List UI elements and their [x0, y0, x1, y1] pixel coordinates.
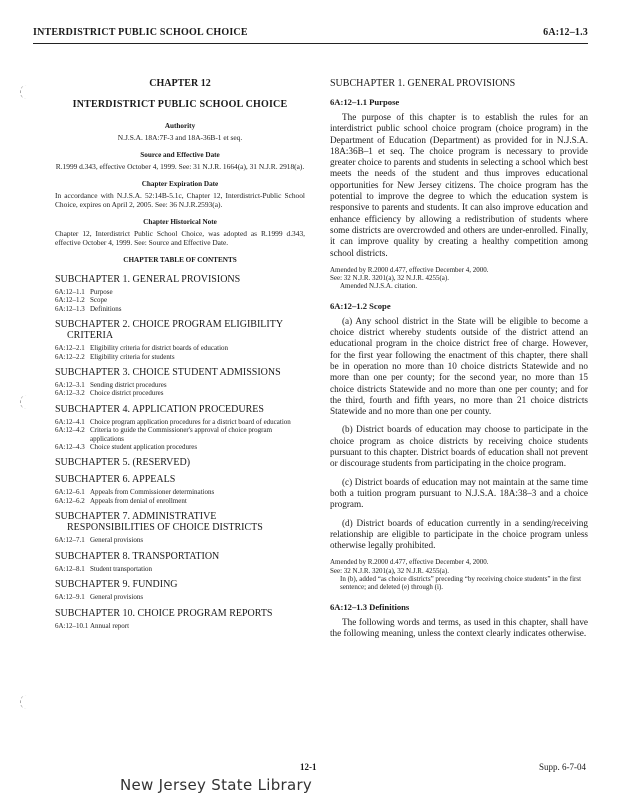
toc-entry-title: Definitions: [90, 304, 122, 313]
amendment-note-2: [330, 558, 588, 591]
toc-subchapter-2-line1: SUBCHAPTER 2. CHOICE PROGRAM ELIGIBILITY: [55, 319, 284, 331]
toc-entry-title: Purpose: [90, 288, 113, 296]
amendment-line: Amended by R.2000 d.477, effective December 4, 2000.: [330, 558, 489, 567]
toc-subchapter-8: SUBCHAPTER 8. TRANSPORTATION: [55, 550, 220, 562]
toc-subchapter-5: SUBCHAPTER 5. (RESERVED): [55, 457, 191, 469]
section-heading-scope: 6A:12–1.2 Scope: [330, 300, 391, 311]
toc-entry-title: Choice program application procedures for a district board of education: [90, 417, 291, 426]
right-column: [330, 78, 588, 646]
toc-entry-number: 6A:12–6.2: [55, 496, 85, 505]
expiration-text: In accordance with N.J.S.A. 52:14B-5.1c, Chapter 12, Interdistrict-Public School Choice, expires on April 2, 2005. See: 36 N.J.R.2593(a).: [55, 191, 305, 209]
toc-entry-title: General provisions: [90, 593, 144, 602]
toc-group-6: [55, 488, 305, 505]
toc-entry-title: Appeals from denial of enrollment: [90, 496, 187, 505]
definitions-paragraph: The following words and terms, as used in this chapter, shall have the following meaning, unless the context clearly indicates otherwise.: [330, 616, 588, 638]
purpose-paragraph: The purpose of this chapter is to establish the rules for an interdistrict public school choice program (choice program) in the Department of Education (Department) as provided for in N.J.S.A. 18A:36B–1 et seq. The choice program is necessary to provide greater choice to parents and students in selecting a school which best meets the needs of the student and thus improves educational opportunities for New Jersey citizens. The choice program has the potential to improve the degree to which the education system is responsive to parents and students. It can also improve education and enhance efficiency by allowing a redistribution of students where some districts are overcrowded and others are under-enrolled. Finally, it can improve quality by creating a healthy competition among school districts.: [330, 112, 588, 258]
toc-entry-number: 6A:12–9.1: [55, 593, 85, 602]
toc-entry-number: 6A:12–3.2: [55, 389, 85, 398]
scope-paragraph-b: (b) District boards of education may choose to participate in the choice program as choice districts by receiving choice students pursuant to this chapter. District boards of education shall not prevent or discourage students from participating in the choice program.: [330, 424, 588, 469]
toc-subchapter-7-line1: SUBCHAPTER 7. ADMINISTRATIVE: [55, 511, 217, 523]
header-rule: [33, 43, 588, 44]
toc-group-8: [55, 565, 305, 573]
toc-subchapter-10: SUBCHAPTER 10. CHOICE PROGRAM REPORTS: [55, 607, 273, 619]
toc-subchapter-7-line2: RESPONSIBILITIES OF CHOICE DISTRICTS: [67, 522, 263, 534]
toc-subchapter-7: [55, 511, 305, 533]
toc-entry-title: Criteria to guide the Commissioner's approval of choice program applications: [90, 426, 273, 443]
amendment-note-1: [330, 266, 588, 291]
toc-entry-number: 6A:12–4.3: [55, 443, 85, 452]
punch-hole-mark: [20, 395, 33, 409]
toc-group-1: [55, 288, 305, 313]
toc-entry-number: 6A:12–7.1: [55, 536, 85, 545]
section-heading-definitions: 6A:12–1.3 Definitions: [330, 601, 410, 612]
toc-subchapter-4: SUBCHAPTER 4. APPLICATION PROCEDURES: [55, 403, 264, 415]
chapter-number: CHAPTER 12: [149, 78, 211, 89]
toc-subchapter-2-line2: CRITERIA: [67, 330, 114, 342]
amendment-line: See: 32 N.J.R. 3201(a), 32 N.J.R. 4255(a).: [330, 566, 449, 575]
toc-group-10: [55, 622, 305, 630]
toc-entry-title: Eligibility criteria for students: [90, 352, 175, 361]
toc-entry: [55, 353, 305, 361]
history-heading: Chapter Historical Note: [143, 218, 217, 226]
punch-hole-mark: [20, 85, 33, 99]
chapter-title: INTERDISTRICT PUBLIC SCHOOL CHOICE: [72, 99, 288, 110]
toc-entry-title: Scope: [90, 296, 108, 305]
amendment-line: Amended N.J.S.A. citation.: [340, 282, 418, 291]
toc-entry: [55, 288, 305, 296]
toc-group-3: [55, 381, 305, 398]
history-text: Chapter 12, Interdistrict Public School Choice, was adopted as R.1999 d.343, effective October 4, 1999. See: Source and Effective Date.: [55, 229, 305, 247]
toc-entry: [55, 565, 305, 573]
toc-entry-number: 6A:12–2.2: [55, 352, 85, 361]
scope-paragraph-a: (a) Any school district in the State will be eligible to become a choice district whereby students outside of the district attend an educational program in the choice district free of charge. However, for the first year following the enactment of this chapter, there shall be in operation no more than 10 choice districts Statewide and no more than one per county; for the second year, no more than 15 choice districts Statewide and no more than one per county; and for the third, fourth and fifth years, no more than 21 choice districts Statewide and no more than one per county.: [330, 315, 588, 417]
toc-entry: [55, 443, 305, 451]
toc-entry-title: Appeals from Commissioner determinations: [90, 488, 215, 497]
source-heading: Source and Effective Date: [140, 151, 220, 159]
running-head-section: 6A:12–1.3: [543, 27, 588, 38]
toc-entry-number: 6A:12–4.2: [55, 426, 85, 435]
toc-subchapter-2: [55, 319, 305, 341]
subchapter-heading: SUBCHAPTER 1. GENERAL PROVISIONS: [330, 78, 516, 89]
supplement-date: Supp. 6-7-04: [539, 762, 586, 772]
left-column: [55, 78, 305, 635]
scope-paragraph-c: (c) District boards of education may not maintain at the same time both a tuition program pursuant to N.J.S.A. 18A:38–3 and a choice program.: [330, 476, 588, 510]
toc-entry-title: Choice student application procedures: [90, 443, 198, 452]
authority-heading: Authority: [164, 122, 196, 130]
amendment-line: See: 32 N.J.R. 3201(a), 32 N.J.R. 4255(a).: [330, 274, 449, 283]
amendment-line: Amended by R.2000 d.477, effective December 4, 2000.: [330, 265, 489, 274]
amendment-line: In (b), added “as choice districts” preceding “by receiving choice students” in the first sentence; and deleted (e) through (i).: [340, 574, 582, 592]
toc-subchapter-9: SUBCHAPTER 9. FUNDING: [55, 579, 178, 591]
toc-entry: [55, 389, 305, 397]
toc-entry-title: Student transportation: [90, 564, 153, 573]
toc-group-4: [55, 418, 305, 452]
toc-entry: [55, 536, 305, 544]
running-head: [33, 27, 588, 41]
toc-entry: [55, 497, 305, 505]
toc-heading: CHAPTER TABLE OF CONTENTS: [123, 256, 237, 264]
toc-entry: [55, 488, 305, 496]
page-number: 12-1: [300, 762, 317, 772]
toc-entry: [55, 593, 305, 601]
toc-subchapter-3: SUBCHAPTER 3. CHOICE STUDENT ADMISSIONS: [55, 367, 281, 379]
toc-subchapter-6: SUBCHAPTER 6. APPEALS: [55, 474, 176, 486]
toc-entry: [55, 426, 305, 443]
toc-entry-number: 6A:12–4.1: [55, 417, 85, 426]
toc-entry-number: 6A:12–6.1: [55, 488, 85, 497]
punch-hole-mark: [20, 695, 33, 709]
toc-entry-title: Sending district procedures: [90, 381, 167, 390]
toc-group-7: [55, 536, 305, 544]
toc-entry-number: 6A:12–1.1: [55, 288, 85, 296]
toc-entry-number: 6A:12–1.2: [55, 296, 85, 305]
library-watermark: New Jersey State Library: [120, 776, 313, 794]
toc-entry-title: Choice district procedures: [90, 389, 164, 398]
toc-entry: [55, 381, 305, 389]
toc-entry-number: 6A:12–8.1: [55, 564, 85, 573]
toc-entry: [55, 622, 305, 630]
running-head-title: INTERDISTRICT PUBLIC SCHOOL CHOICE: [33, 27, 248, 38]
toc-entry: [55, 344, 305, 352]
toc-group-2: [55, 344, 305, 361]
scope-paragraph-d: (d) District boards of education currently in a sending/receiving relationship are eligible to participate in the choice program unless otherwise legally prohibited.: [330, 517, 588, 551]
authority-text: N.J.S.A. 18A:7F-3 and 18A-36B-1 et seq.: [117, 133, 243, 142]
expiration-heading: Chapter Expiration Date: [141, 180, 219, 188]
source-text: R.1999 d.343, effective October 4, 1999. See: 31 N.J.R. 1664(a), 31 N.J.R. 2918(a).: [55, 162, 305, 171]
toc-entry-number: 6A:12–3.1: [55, 381, 85, 390]
toc-entry-number: 6A:12–2.1: [55, 344, 85, 353]
section-heading-purpose: 6A:12–1.1 Purpose: [330, 97, 400, 107]
toc-entry-title: Annual report: [90, 621, 130, 630]
toc-entry-title: General provisions: [90, 536, 144, 545]
toc-entry-number: 6A:12–10.1: [55, 621, 89, 630]
toc-entry: [55, 418, 305, 426]
toc-entry: [55, 305, 305, 313]
toc-entry: [55, 296, 305, 304]
toc-entry-title: Eligibility criteria for district boards of education: [90, 344, 229, 353]
toc-entry-number: 6A:12–1.3: [55, 304, 85, 313]
toc-subchapter-1: SUBCHAPTER 1. GENERAL PROVISIONS: [55, 274, 241, 285]
toc-group-9: [55, 593, 305, 601]
